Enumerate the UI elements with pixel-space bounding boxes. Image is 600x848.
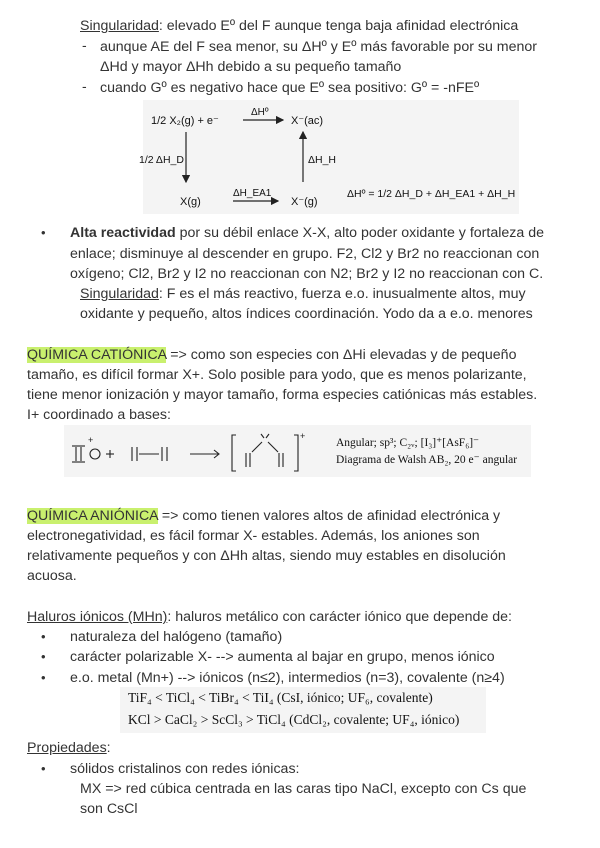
haluros-bullet2: carácter polarizable X- --> aumenta al bajar en grupo, menos iónico — [70, 649, 495, 665]
haluros-bullet1: naturaleza del halógeno (tamaño) — [70, 629, 283, 645]
bullet: • — [41, 649, 46, 664]
anionica-title: QUÍMICA ANIÓNICA — [27, 508, 158, 524]
propiedades-title: Propiedades — [27, 740, 107, 756]
born-haber-cycle — [139, 100, 519, 214]
reactividad-line4 — [80, 285, 526, 303]
cationica-text: => como son especies con ΔHi elevadas y de pequeño — [166, 347, 517, 363]
alta-reactividad-label: Alta reactividad — [70, 225, 176, 241]
cation-fig-line1: Angular; sp³; C₂ᵥ; [I₃]⁺[AsF₆]⁻ — [336, 437, 480, 449]
bullet: • — [41, 761, 46, 776]
cation-fig-line2: Diagrama de Walsh AB₂, 20 e⁻ angular — [336, 454, 518, 466]
haluros-title: Haluros iónicos (MHn) — [27, 609, 168, 625]
haluros-equations — [120, 687, 486, 733]
cationica-line1 — [27, 346, 516, 364]
anionica-line4: acuosa. — [27, 568, 77, 584]
bullet: • — [41, 670, 46, 685]
bullet: • — [41, 225, 46, 240]
anionica-line3: relativamente pequeños y con ΔHh altas, siendo muy estables en disolución — [27, 548, 506, 564]
top-right-species: X⁻(ac) — [291, 115, 324, 127]
bottom-left-species: X(g) — [180, 196, 201, 208]
anionica-line1 — [27, 507, 500, 525]
dash-marker: - — [82, 37, 87, 53]
bottom-right-species: X⁻(g) — [291, 196, 318, 208]
dash-marker: - — [82, 78, 87, 94]
propiedades-colon: : — [106, 740, 111, 756]
anionica-line2: electronegatividad, es fácil formar X- estables. Además, los aniones son — [27, 528, 480, 544]
haluros-bullet3: e.o. metal (Mn+) --> iónicos (n≤2), intermedios (n=3), covalente (n≥4) — [70, 670, 505, 686]
cationica-line4: I+ coordinado a bases: — [27, 407, 171, 423]
item1-line2: ΔHd y mayor ΔHh debido a su pequeño tamaño — [100, 59, 402, 75]
propiedades-bullet1: sólidos cristalinos con redes iónicas: — [70, 761, 300, 777]
cation-structures — [64, 425, 334, 477]
left-arrow-label: 1/2 ΔH_D — [139, 154, 184, 166]
top-left-species: 1/2 X₂(g) + e⁻ — [151, 115, 219, 127]
haluros-eq2: KCl > CaCl₂ > ScCl₃ > TiCl₄ (CdCl₂, covalente; UF₄, iónico) — [128, 712, 460, 727]
cationica-line3: tiene menor ionización y mayor tamaño, forma especies catiónicas más estables. — [27, 387, 538, 403]
reactividad-line2: enlace; disminuye al descender en grupo. F2, Cl2 y Br2 no reaccionan con — [70, 246, 540, 262]
reactividad-text: por su débil enlace X-X, alto poder oxidante y fortaleza de — [175, 225, 544, 241]
singularidad-text-2: : F es el más reactivo, fuerza e.o. inusualmente altos, muy — [158, 286, 526, 302]
singularidad-label-2: Singularidad — [80, 286, 159, 302]
reactividad-line3: oxígeno; Cl2, Br2 y I2 no reaccionan con N2; Br2 y I2 no reaccionan con C. — [70, 266, 544, 282]
svg-text:+: + — [88, 435, 94, 445]
cycle-equation: ΔHº = 1/2 ΔH_D + ΔH_EA1 + ΔH_H — [347, 188, 516, 200]
propiedades-sub2: son CsCl — [80, 801, 138, 817]
item2-line: cuando Gº es negativo hace que Eº sea positivo: Gº = -nFEº — [100, 80, 480, 96]
bottom-arrow-label: ΔH_EA1 — [233, 188, 272, 199]
svg-text:+: + — [300, 431, 306, 441]
reactividad-line5: oxidante y pequeño, altos índices coordinación. Yodo da a e.o. menores — [80, 306, 533, 322]
haluros-eq1: TiF₄ < TiCl₄ < TiBr₄ < TiI₄ (CsI, iónico; UF₆, covalente) — [128, 690, 433, 705]
singularidad-label: Singularidad — [80, 18, 159, 34]
item1-line1: aunque AE del F sea menor, su ΔHº y Eº más favorable por su menor — [100, 39, 538, 55]
cation-figure — [64, 425, 531, 477]
haluros-heading — [27, 608, 512, 626]
right-arrow-label: ΔH_H — [308, 154, 337, 166]
propiedades-sub1: MX => red cúbica centrada en las caras tipo NaCl, excepto con Cs que — [80, 781, 527, 797]
cationica-title: QUÍMICA CATIÓNICA — [27, 347, 167, 363]
singularidad-text: : elevado Eº del F aunque tenga baja afinidad electrónica — [158, 18, 519, 34]
reactividad-line1 — [70, 224, 544, 242]
singularidad-line-1 — [80, 17, 518, 35]
top-arrow-label: ΔHº — [251, 107, 269, 118]
propiedades-heading — [27, 739, 111, 757]
anionica-text: => como tienen valores altos de afinidad electrónica y — [157, 508, 501, 524]
haluros-title-rest: : haluros metálico con carácter iónico que depende de: — [167, 609, 513, 625]
cationica-line2: tamaño, es difícil formar X+. Solo posible para yodo, que es menos polarizante, — [27, 367, 527, 383]
bullet: • — [41, 629, 46, 644]
